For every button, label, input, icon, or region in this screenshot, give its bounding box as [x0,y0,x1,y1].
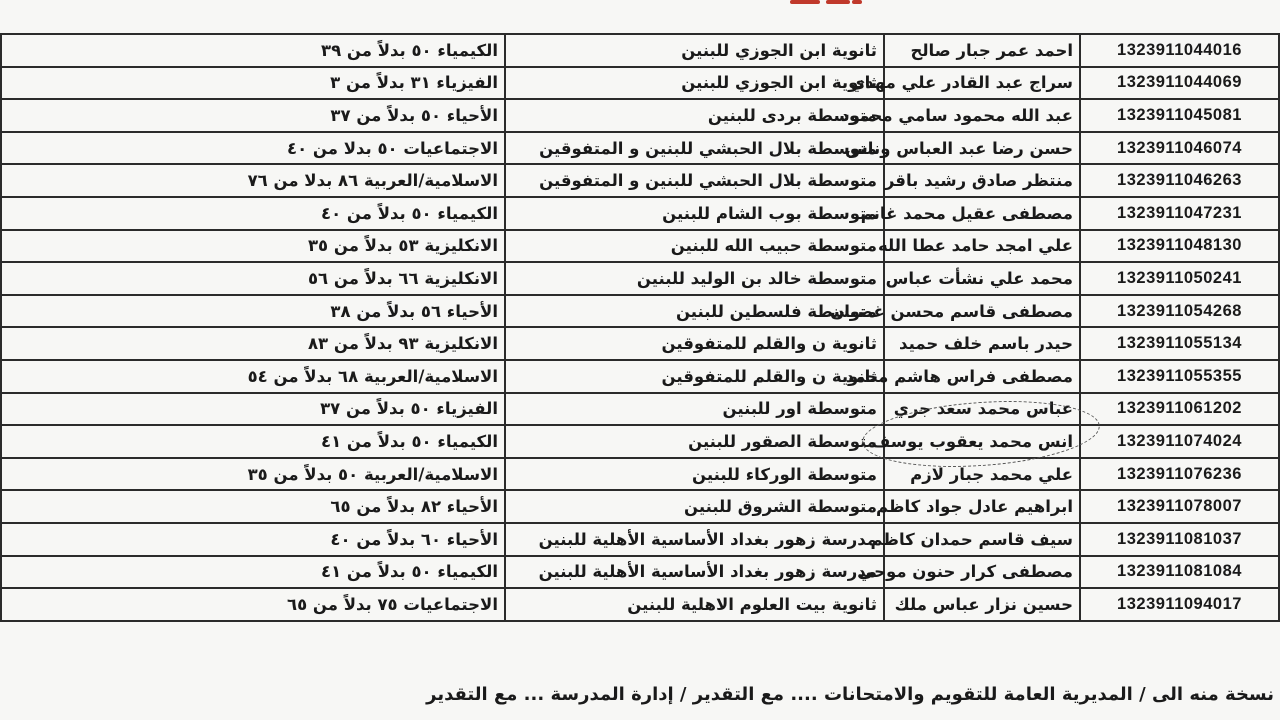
student-id-cell: 1323911081037 [1080,523,1279,556]
table-row [1,132,1279,165]
student-name-cell: ابراهيم عادل جواد كاظم [884,490,1080,523]
student-id-cell: 1323911076236 [1080,458,1279,491]
student-id-cell: 1323911047231 [1080,197,1279,230]
student-name-cell: احمد عمر جبار صالح [884,34,1080,67]
student-id-cell: 1323911046074 [1080,132,1279,165]
student-name-cell: مصطفى فراس هاشم محمد [884,360,1080,393]
school-name-cell: ثانوية ابن الجوزي للبنين [505,34,884,67]
school-name-cell: متوسطة خالد بن الوليد للبنين [505,262,884,295]
table-row [1,197,1279,230]
subject-grade-cell: الاسلامية/العربية ٦٨ بدلاً من ٥٤ [1,360,505,393]
student-name-cell: منتظر صادق رشيد باقر [884,164,1080,197]
school-name-cell: متوسطة اور للبنين [505,393,884,426]
school-name-cell: متوسطة حبيب الله للبنين [505,230,884,263]
subject-grade-cell: الكيمياء ٥٠ بدلاً من ٣٩ [1,34,505,67]
subject-grade-cell: الأحياء ٥٦ بدلاً من ٣٨ [1,295,505,328]
table-row [1,490,1279,523]
subject-grade-cell: الكيمياء ٥٠ بدلاً من ٤٠ [1,197,505,230]
footer-note: نسخة منه الى / المديرية العامة للتقويم والامتحانات .... مع التقدير / إدارة المدرسة ... مع التقدير [426,684,1274,705]
table-row [1,458,1279,491]
student-name-cell: محمد علي نشأت عباس [884,262,1080,295]
school-name-cell: ثانوية ابن الجوزي للبنين [505,67,884,100]
subject-grade-cell: الأحياء ٥٠ بدلاً من ٣٧ [1,99,505,132]
subject-grade-cell: الكيمياء ٥٠ بدلاً من ٤١ [1,556,505,589]
subject-grade-cell: الاجتماعيات ٧٥ بدلاً من ٦٥ [1,588,505,621]
school-name-cell: متوسطة فلسطين للبنين [505,295,884,328]
red-header-mark [852,0,862,4]
results-table-body [1,34,1279,621]
student-id-cell: 1323911074024 [1080,425,1279,458]
table-row [1,99,1279,132]
student-id-cell: 1323911061202 [1080,393,1279,426]
table-row [1,523,1279,556]
subject-grade-cell: الكيمياء ٥٠ بدلاً من ٤١ [1,425,505,458]
school-name-cell: متوسطة بردى للبنين [505,99,884,132]
red-header-mark [790,0,820,4]
table-row [1,67,1279,100]
school-name-cell: متوسطة الشروق للبنين [505,490,884,523]
student-id-cell: 1323911055134 [1080,327,1279,360]
student-id-cell: 1323911048130 [1080,230,1279,263]
subject-grade-cell: الأحياء ٦٠ بدلاً من ٤٠ [1,523,505,556]
student-name-cell: سراج عبد القادر علي مهدي [884,67,1080,100]
subject-grade-cell: الانكليزية ٥٣ بدلاً من ٣٥ [1,230,505,263]
subject-grade-cell: الفيزياء ٣١ بدلاً من ٣ [1,67,505,100]
table-row [1,360,1279,393]
red-header-mark [826,0,850,4]
student-name-cell: علي محمد جبار لازم [884,458,1080,491]
school-name-cell: متوسطة الصقور للبنين [505,425,884,458]
student-name-cell: انس محمد يعقوب يوسف [884,425,1080,458]
student-id-cell: 1323911081084 [1080,556,1279,589]
subject-grade-cell: الانكليزية ٦٦ بدلاً من ٥٦ [1,262,505,295]
school-name-cell: متوسطة بلال الحبشي للبنين و المتفوقين [505,132,884,165]
student-name-cell: عبد الله محمود سامي محمود [884,99,1080,132]
subject-grade-cell: الاسلامية/العربية ٨٦ بدلا من ٧٦ [1,164,505,197]
student-name-cell: مصطفى عقيل محمد غانم [884,197,1080,230]
student-name-cell: عباس محمد سعد جري [884,393,1080,426]
student-name-cell: علي امجد حامد عطا الله [884,230,1080,263]
subject-grade-cell: الاسلامية/العربية ٥٠ بدلاً من ٣٥ [1,458,505,491]
school-name-cell: مدرسة زهور بغداد الأساسية الأهلية للبنين [505,523,884,556]
table-row [1,556,1279,589]
subject-grade-cell: الأحياء ٨٢ بدلاً من ٦٥ [1,490,505,523]
subject-grade-cell: الفيزياء ٥٠ بدلاً من ٣٧ [1,393,505,426]
school-name-cell: متوسطة الوركاء للبنين [505,458,884,491]
school-name-cell: متوسطة بوب الشام للبنين [505,197,884,230]
table-row [1,262,1279,295]
table-row [1,164,1279,197]
student-name-cell: مصطفى كرار حنون موحي [884,556,1080,589]
student-name-cell: حيدر باسم خلف حميد [884,327,1080,360]
school-name-cell: مدرسة زهور بغداد الأساسية الأهلية للبنين [505,556,884,589]
student-id-cell: 1323911094017 [1080,588,1279,621]
student-name-cell: سيف قاسم حمدان كاظم [884,523,1080,556]
table-row [1,588,1279,621]
table-row [1,393,1279,426]
student-id-cell: 1323911050241 [1080,262,1279,295]
table-row [1,425,1279,458]
page-top-edge [0,0,1280,30]
student-name-cell: مصطفى قاسم محسن غضبان [884,295,1080,328]
school-name-cell: ثانوية ن والقلم للمتفوقين [505,360,884,393]
student-name-cell: حسن رضا عبد العباس وناس [884,132,1080,165]
school-name-cell: ثانوية ن والقلم للمتفوقين [505,327,884,360]
school-name-cell: ثانوية بيت العلوم الاهلية للبنين [505,588,884,621]
table-row [1,327,1279,360]
student-name-cell: حسين نزار عباس ملك [884,588,1080,621]
student-id-cell: 1323911046263 [1080,164,1279,197]
table-row [1,34,1279,67]
subject-grade-cell: الانكليزية ٩٣ بدلاً من ٨٣ [1,327,505,360]
student-id-cell: 1323911045081 [1080,99,1279,132]
student-id-cell: 1323911054268 [1080,295,1279,328]
subject-grade-cell: الاجتماعيات ٥٠ بدلا من ٤٠ [1,132,505,165]
student-id-cell: 1323911044016 [1080,34,1279,67]
results-table [0,33,1280,622]
table-row [1,295,1279,328]
student-id-cell: 1323911044069 [1080,67,1279,100]
student-id-cell: 1323911055355 [1080,360,1279,393]
student-id-cell: 1323911078007 [1080,490,1279,523]
school-name-cell: متوسطة بلال الحبشي للبنين و المتفوقين [505,164,884,197]
table-row [1,230,1279,263]
